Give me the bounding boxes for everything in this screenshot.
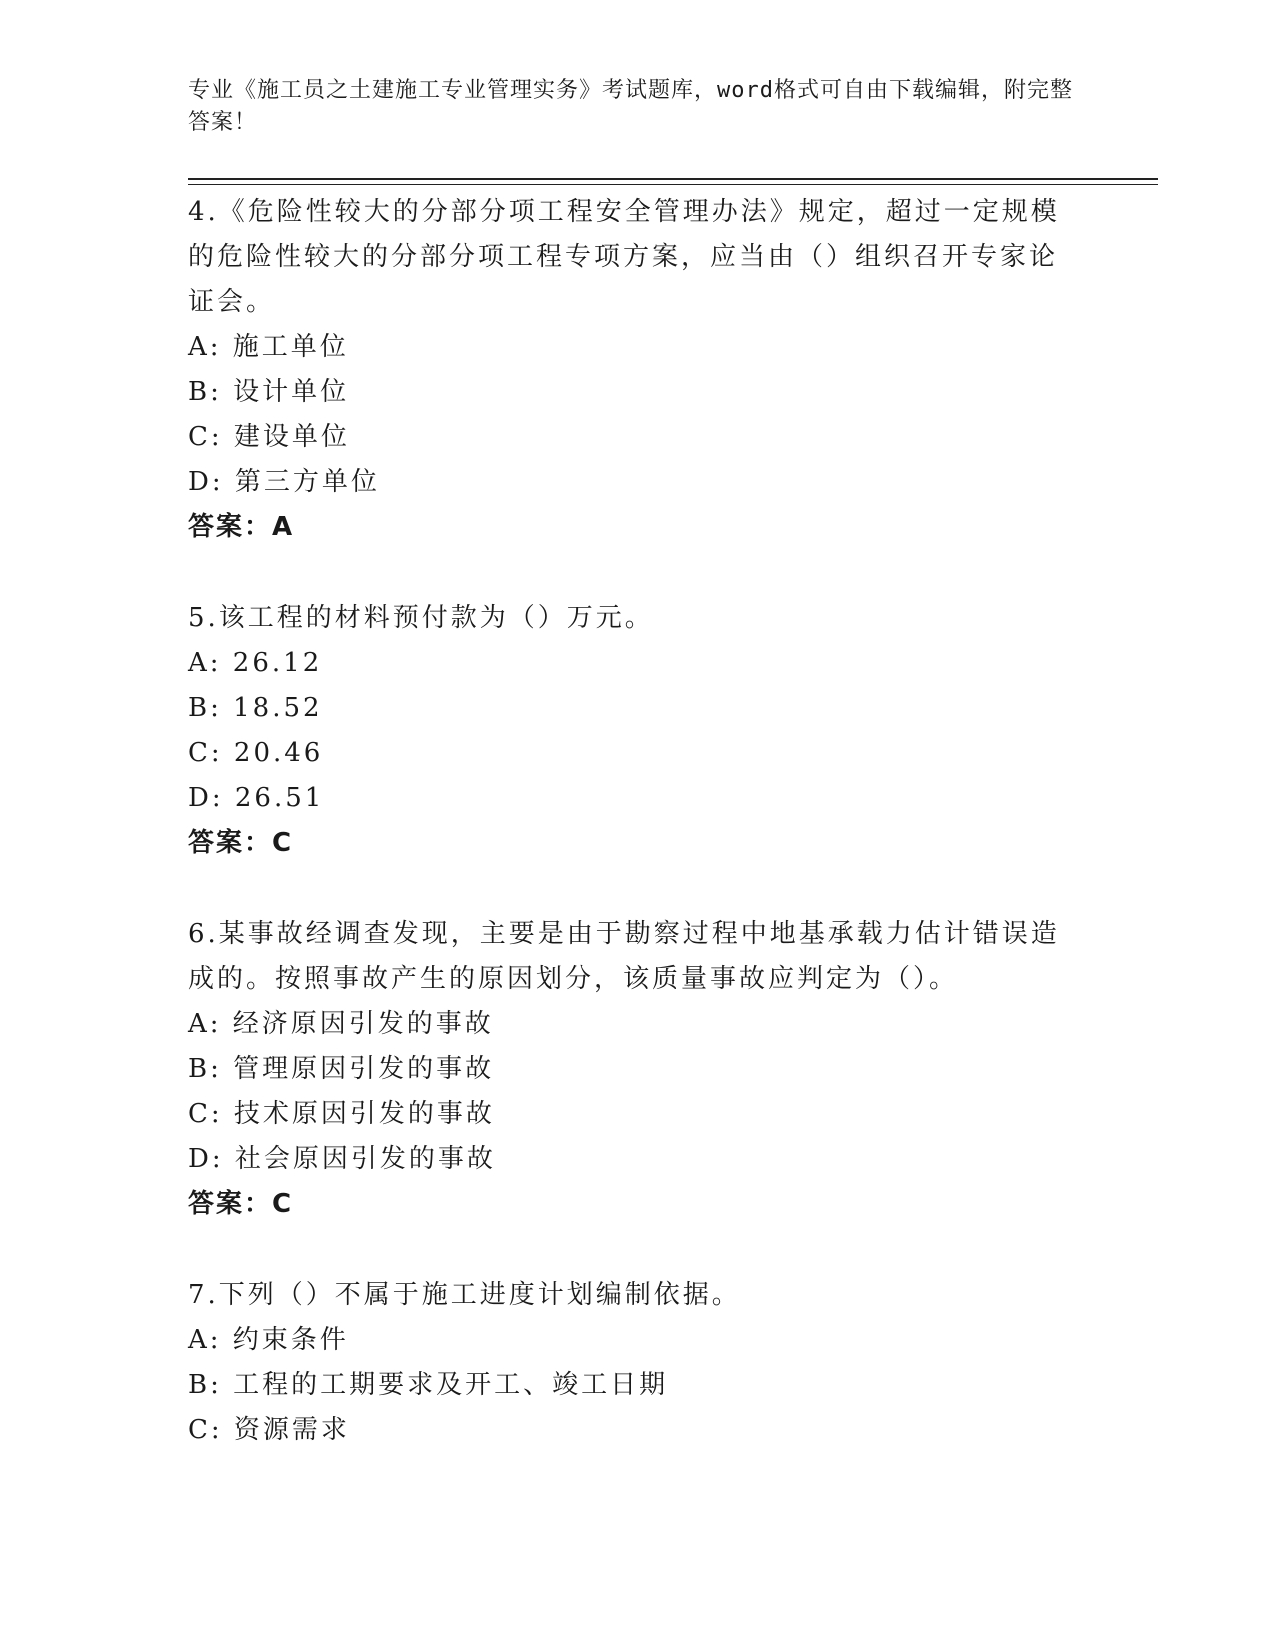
option-c: C: 技术原因引发的事故 (188, 1099, 495, 1129)
option-b: B: 管理原因引发的事故 (188, 1054, 495, 1084)
question-stem: 7.下列（）不属于施工进度计划编制依据。 (188, 1280, 741, 1310)
option-b: B: 18.52 (188, 693, 323, 723)
option-d: D: 第三方单位 (188, 467, 380, 497)
question-stem: 4.《危险性较大的分部分项工程安全管理办法》规定，超过一定规模的危险性较大的分部分项工程专项方案，应当由（）组织召开专家论证会。 (188, 197, 1060, 317)
document-header: 专业《施工员之土建施工专业管理实务》考试题库，word格式可自由下载编辑，附完整答案！ (188, 78, 1073, 135)
question-7 (188, 1273, 1068, 1453)
option-d: D: 26.51 (188, 783, 325, 813)
option-b: B: 设计单位 (188, 377, 350, 407)
question-4 (188, 190, 1068, 550)
header-divider-thin (188, 184, 1158, 185)
option-b: B: 工程的工期要求及开工、竣工日期 (188, 1370, 669, 1400)
option-a: A: 施工单位 (188, 332, 349, 362)
answer-line: 答案：C (188, 828, 294, 858)
question-stem: 6.某事故经调查发现，主要是由于勘察过程中地基承载力估计错误造成的。按照事故产生的原因划分，该质量事故应判定为（）。 (188, 919, 1060, 994)
question-list (188, 190, 1068, 1499)
option-c: C: 20.46 (188, 738, 324, 768)
question-6 (188, 912, 1068, 1227)
answer-line: 答案：A (188, 512, 295, 542)
option-d: D: 社会原因引发的事故 (188, 1144, 496, 1174)
option-c: C: 建设单位 (188, 422, 350, 452)
question-5 (188, 596, 1068, 866)
option-c: C: 资源需求 (188, 1415, 350, 1445)
option-a: A: 26.12 (188, 648, 323, 678)
question-stem: 5.该工程的材料预付款为（）万元。 (188, 603, 654, 633)
option-a: A: 约束条件 (188, 1325, 349, 1355)
answer-line: 答案：C (188, 1189, 294, 1219)
header-divider-thick (188, 178, 1158, 180)
option-a: A: 经济原因引发的事故 (188, 1009, 494, 1039)
